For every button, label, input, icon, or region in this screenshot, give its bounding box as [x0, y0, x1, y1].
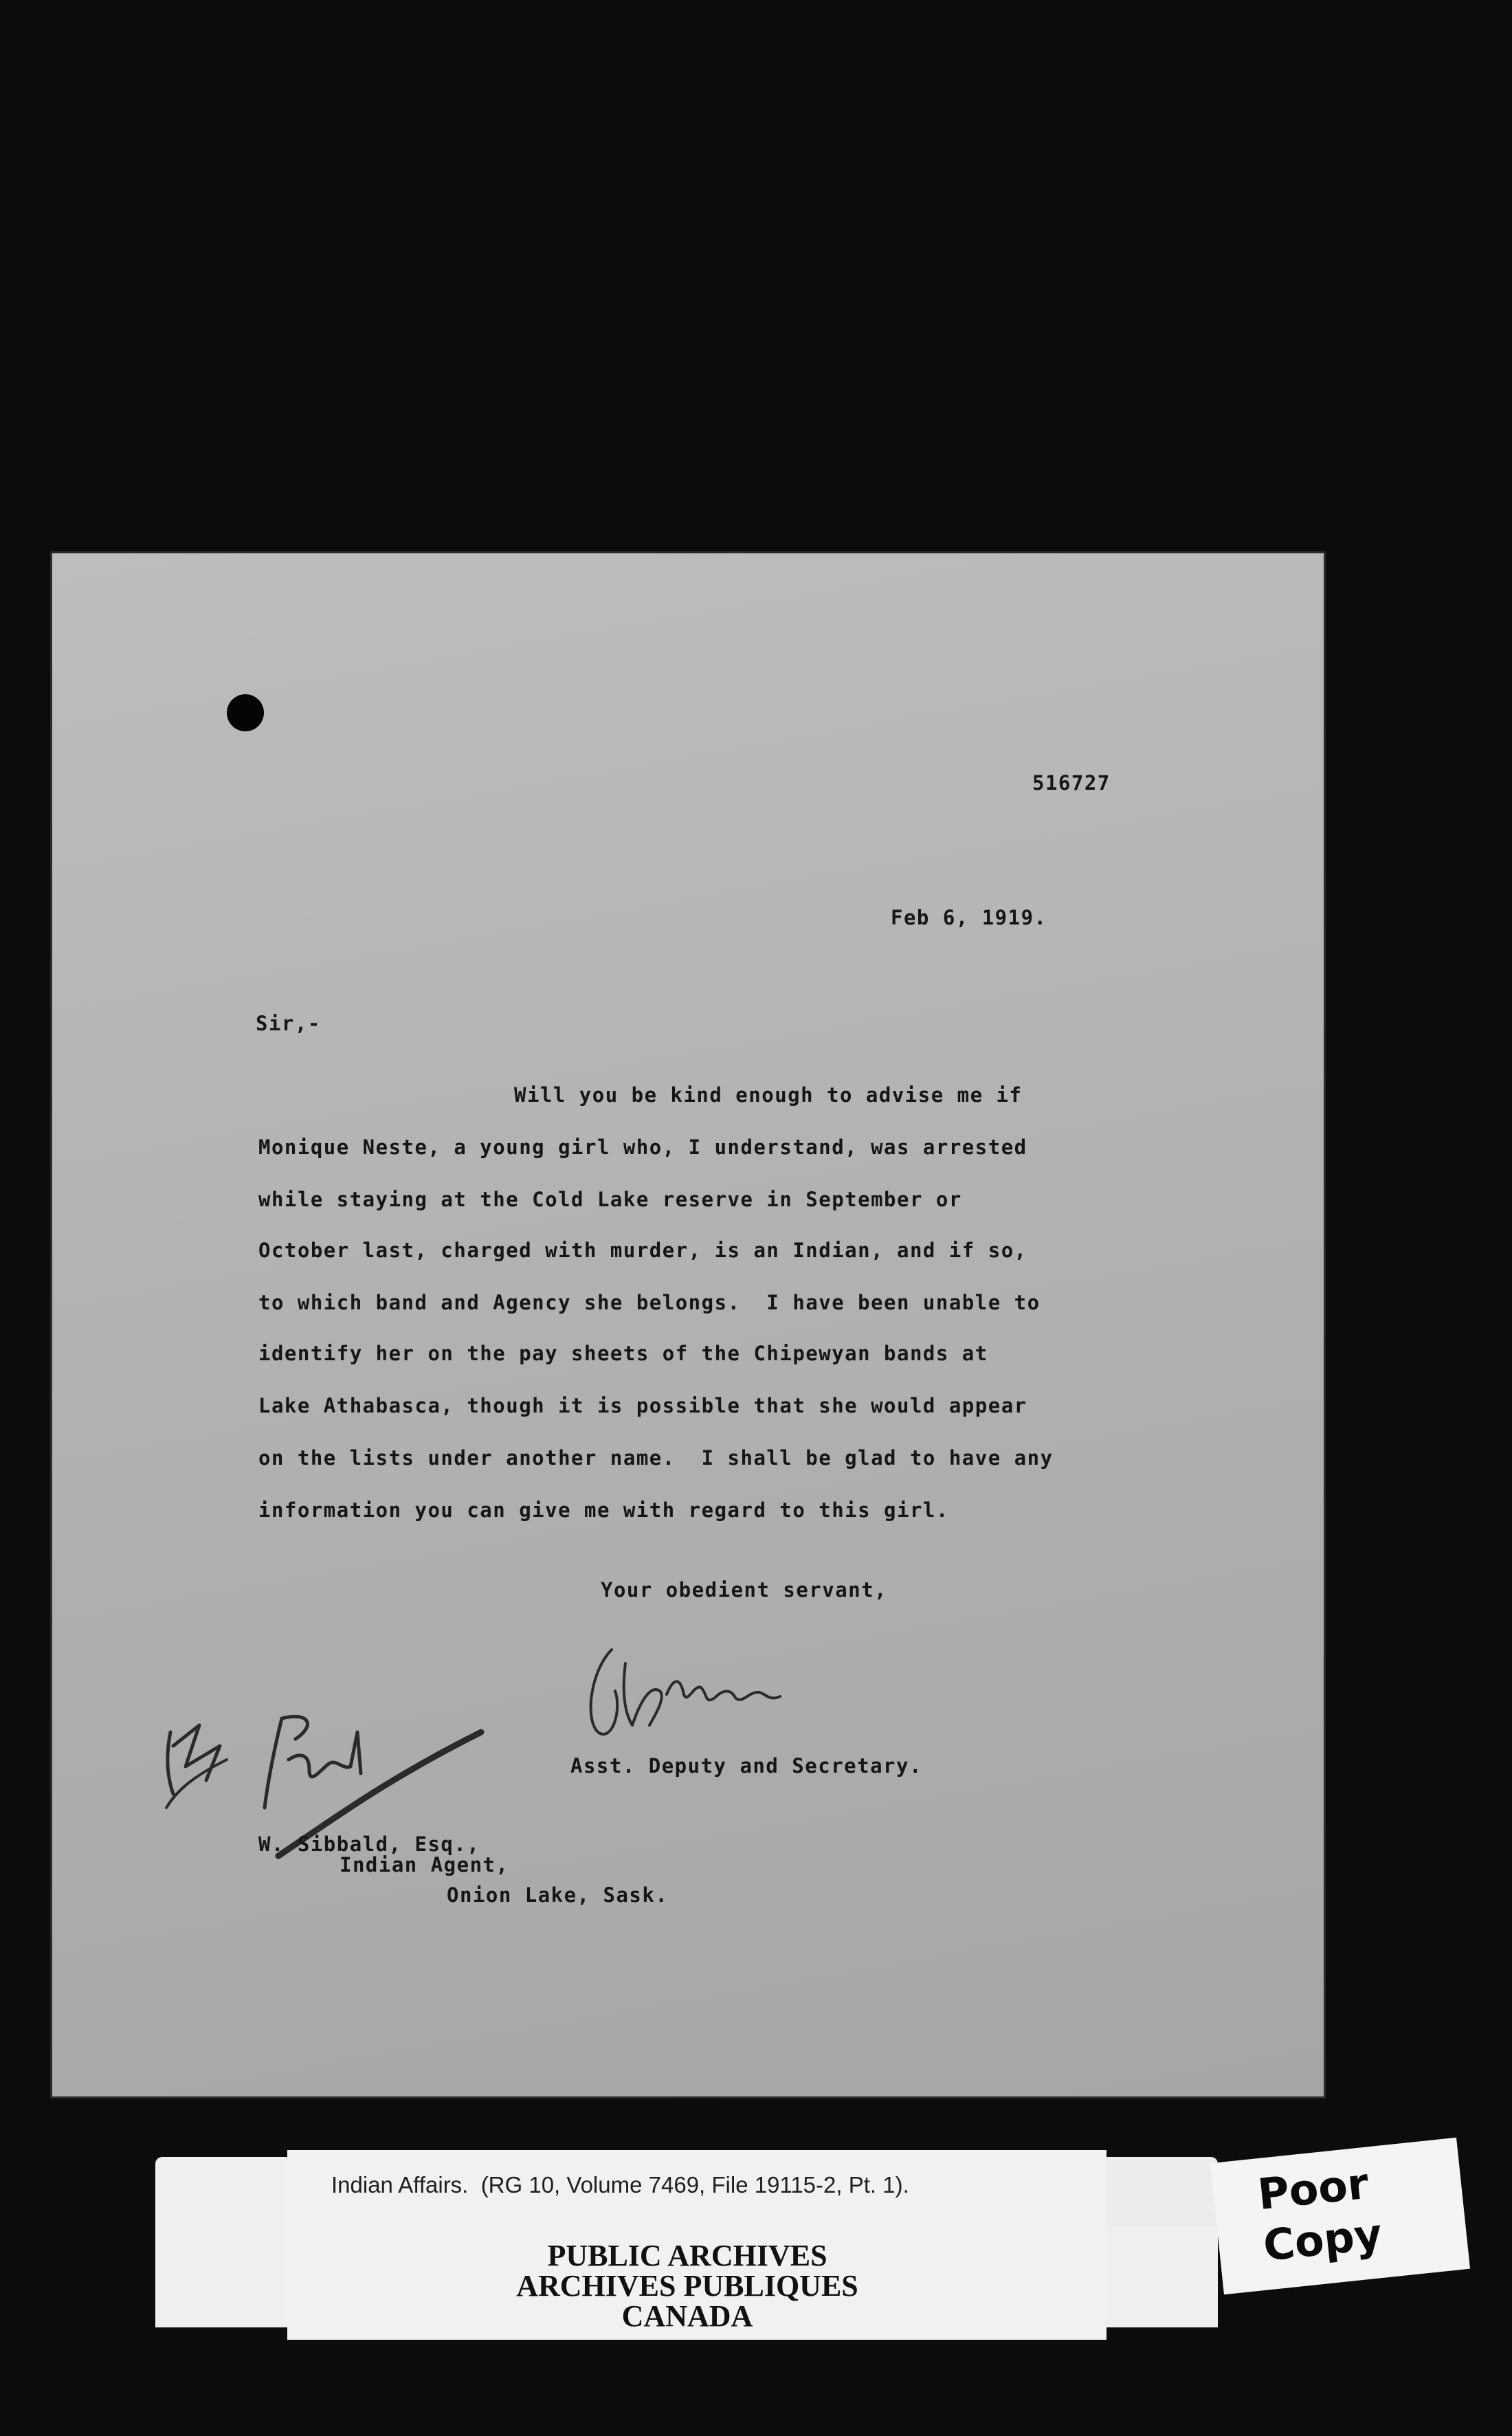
body-line: Monique Neste, a young girl who, I understand, was arrested	[258, 1136, 1027, 1159]
body-line: to which band and Agency she belongs. I have been unable to	[258, 1291, 1041, 1314]
addressee-name: W. Sibbald, Esq.,	[258, 1832, 480, 1856]
closing: Your obedient servant,	[601, 1578, 888, 1602]
letter-page	[52, 553, 1324, 2096]
punch-hole	[227, 694, 264, 731]
body-line: on the lists under another name. I shall be glad to have any	[258, 1446, 1054, 1470]
poor-copy-line1: Poor	[1255, 2158, 1371, 2220]
body-line: information you can give me with regard to this girl.	[258, 1498, 949, 1522]
body-line: Lake Athabasca, though it is possible that she would appear	[258, 1394, 1027, 1417]
archive-name-fr: ARCHIVES PUBLIQUES	[516, 2269, 858, 2303]
body-line: identify her on the pay sheets of the Chipewyan bands at	[258, 1342, 988, 1365]
addressee-location: Onion Lake, Sask.	[447, 1883, 669, 1907]
file-number: 516727	[1032, 771, 1111, 795]
letter-date: Feb 6, 1919.	[891, 906, 1047, 929]
signature	[584, 1629, 811, 1753]
signer-title: Asst. Deputy and Secretary.	[570, 1754, 922, 1778]
addressee-title: Indian Agent,	[340, 1853, 509, 1876]
archive-country: CANADA	[621, 2299, 753, 2333]
body-line: Will you be kind enough to advise me if	[514, 1083, 1023, 1107]
archive-name-en: PUBLIC ARCHIVES	[547, 2239, 827, 2272]
archive-citation: Indian Affairs. (RG 10, Volume 7469, File 19115-2, Pt. 1).	[331, 2172, 909, 2197]
salutation: Sir,-	[256, 1012, 321, 1035]
body-line: October last, charged with murder, is an Indian, and if so,	[258, 1239, 1027, 1262]
body-line: while staying at the Cold Lake reserve in September or	[258, 1188, 962, 1211]
poor-copy-line2: Copy	[1260, 2208, 1385, 2271]
